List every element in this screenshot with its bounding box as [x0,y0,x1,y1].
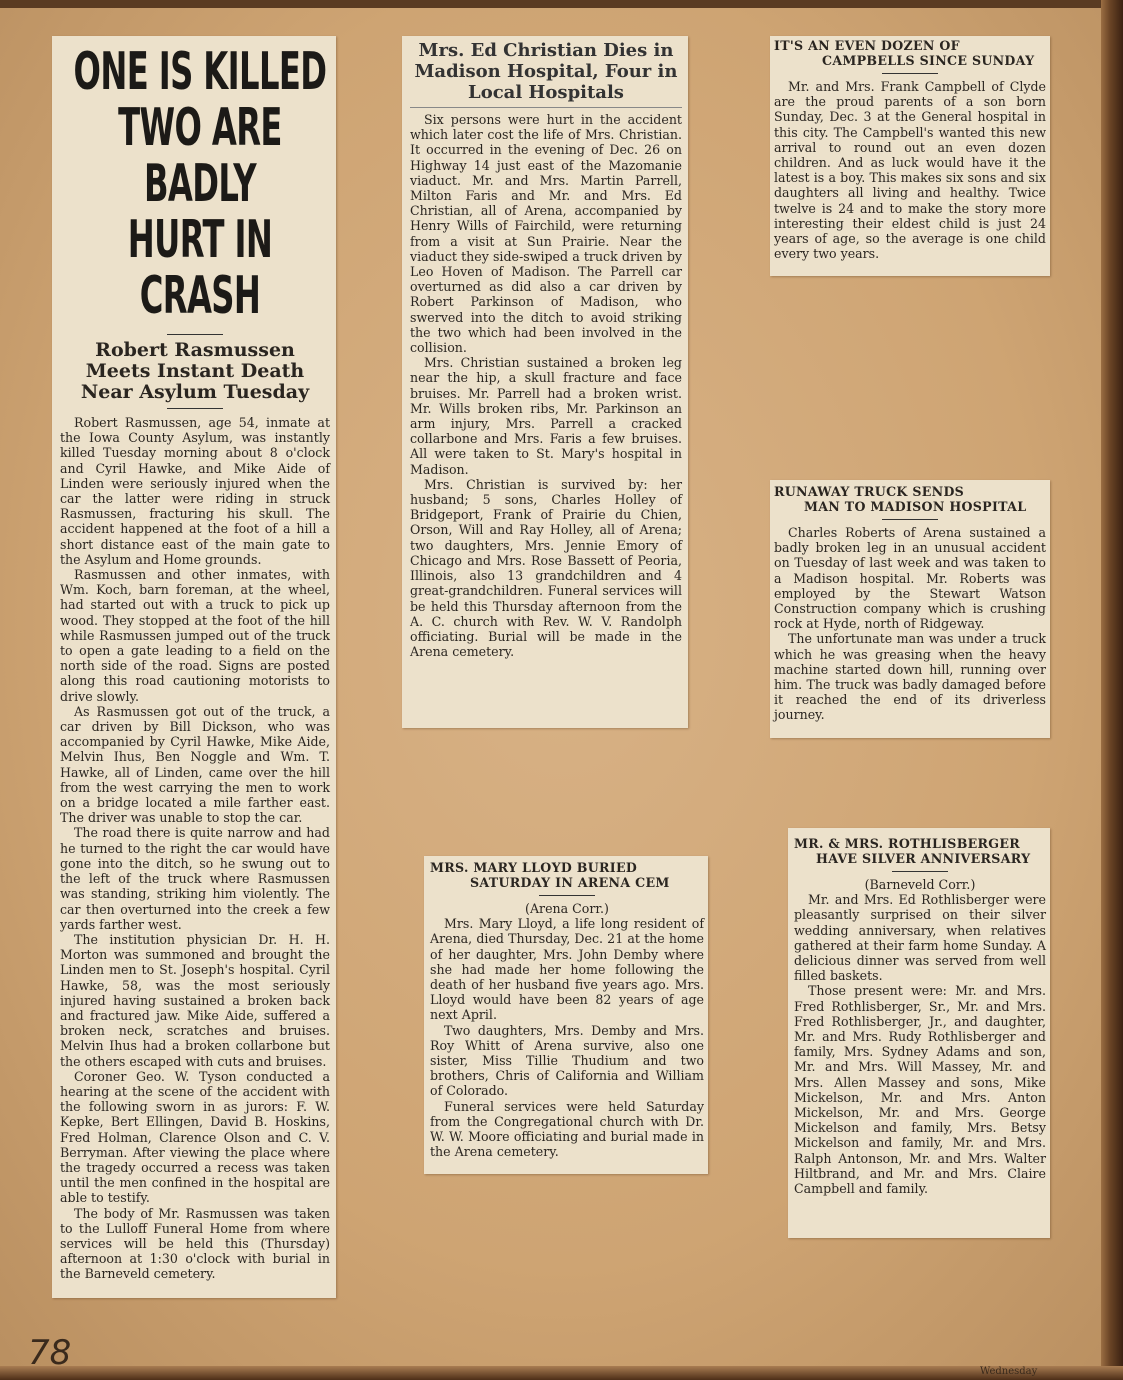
page-top-edge [0,0,1123,8]
page-number: 78 [28,1333,72,1373]
paragraph: Mrs. Christian is survived by: her husband; 5 sons, Charles Holley of Bridgeport, Frank of Prairie du Chien, Orson, Will and Ray Holley, all of Arena; two daughters, Mrs. Jennie Emory of Chicago and Mrs. Rose Bassett of Peoria, Illinois, also 13 grandchildren and 4 great-grandchildren. Funeral services will be held this Thursday afternoon from the A. C. church with Rev. W. V. Randolph officiating. Burial will be made in the Arena cemetery. [410,476,682,660]
paragraph: Mrs. Christian sustained a broken leg near the hip, a skull fracture and face bruises. Mr. Parrell had a broken wrist. Mr. Wills broken ribs, Mr. Parkinson an arm injury, Mrs. Parrell a cracked collarbone and Mrs. Faris a few bruises. All were taken to St. Mary's hospital in Madison. [410,355,682,477]
clipping-lloyd-article [424,856,708,1174]
page-bottom-edge [0,1366,1123,1380]
lloyd-headline-1: MRS. MARY LLOYD BURIED [430,860,638,875]
clipping-runaway-truck-article [770,480,1050,738]
christian-body [410,107,682,659]
paragraph: The unfortunate man was under a truck which he was greasing when the heavy machine started down hill, running over him. The truck was badly damaged before it reached the end of its driverless journey. [774,631,1046,723]
paragraph: The road there is quite narrow and had he turned to the right the car would have gone into the ditch, so he swung out to the left of the truck where Rasmussen was standing, striking him violently. The car then overturned into the creek a few yards farther west. [60,825,330,932]
rothlisberger-headline-2: HAVE SILVER ANNIVERSARY [816,851,1031,866]
divider-rule [167,334,223,335]
paragraph: Charles Roberts of Arena sustained a badly broken leg in an unusual accident on Tuesday of last week and was taken to a Madison hospital. Mr. Roberts was employed by the Stewart Watson Construction company which is crushing rock at Hyde, north of Ridgeway. [774,525,1046,632]
paragraph: Rasmussen and other inmates, with Wm. Koch, barn foreman, at the wheel, had started out with a truck to pick up wood. They stopped at the foot of the hill while Rasmussen jumped out of the truck to open a gate leading to a field on the north side of the road. Signs are posted along this road cautioning motorists to drive slowly. [60,567,330,704]
paragraph: The body of Mr. Rasmussen was taken to the Lulloff Funeral Home from where services will be held this (Thursday) afternoon at 1:30 o'clock with burial in the Barneveld cemetery. [60,1205,330,1282]
paragraph: Robert Rasmussen, age 54, inmate at the Iowa County Asylum, was instantly killed Tuesday morning about 8 o'clock and Cyril Hawke, and Mike Aide of Linden were seriously injured when the car the latter were riding in struck Rasmussen, fracturing his skull. The accident happened at the foot of a hill a short distance east of the main gate to the Asylum and Home grounds. [60,415,330,567]
clipping-christian-article [402,36,688,728]
campbell-headline-1: IT'S AN EVEN DOZEN OF [774,38,960,53]
paragraph: Coroner Geo. W. Tyson conducted a hearing at the scene of the accident with the following sworn in as jurors: F. W. Kepke, Bert Ellingen, David B. Hoskins, Fred Holman, Clarence Olson and C. V. Berryman. After viewing the place where the tragedy occurred a recess was taken until the men confined in the hospital are able to testify. [60,1068,330,1206]
paragraph: Two daughters, Mrs. Demby and Mrs. Roy Whitt of Arena survive, also one sister, Miss Tillie Thudium and two brothers, Chris of California and William of Colorado. [430,1022,704,1099]
campbell-headline-2: CAMPBELLS SINCE SUNDAY [822,53,1035,68]
paragraph: Funeral services were held Saturday from the Congregational church with Dr. W. W. Moore officiating and burial made in the Arena cemetery. [430,1098,704,1160]
paragraph: Mrs. Mary Lloyd, a life long resident of Arena, died Thursday, Dec. 21 at the home of her daughter, Mrs. John Demby where she had made her home following the death of her husband five years ago. Mrs. Lloyd would have been 82 years of age next April. [430,916,704,1023]
clipping-crash-article [52,36,336,1298]
truck-headline-2: MAN TO MADISON HOSPITAL [804,499,1027,514]
rothlisberger-correspondent: (Barneveld Corr.) [864,877,976,892]
paragraph: As Rasmussen got out of the truck, a car driven by Bill Dickson, who was accompanied by Cyril Hawke, Mike Aide, Melvin Ihus, Ben Noggle and Wm. T. Hawke, all of Linden, came over the hill from the west carrying the men to work on a bridge located a mile farther east. The driver was unable to stop the car. [60,703,330,826]
crash-body [60,415,330,1282]
bottom-scrap-text: Wednesday [980,1366,1038,1377]
paragraph: Six persons were hurt in the accident which later cost the life of Mrs. Christian. It occurred in the evening of Dec. 26 on Highway 14 just east of the Mazomanie viaduct. Mr. and Mrs. Martin Parrell, Milton Faris and Mr. and Mrs. Ed Christian, all of Arena, accompanied by Henry Wills of Fairchild, were returning from a visit at Sun Prairie. Near the viaduct they side-swiped a truck driven by Leo Hoven of Madison. The Parrell car overturned as did also a car driven by Robert Parkinson of Madison, who swerved into the ditch to avoid striking the two which had been involved in the collision. [410,112,682,356]
divider-rule [892,871,948,872]
christian-headline: Mrs. Ed Christian Dies in Madison Hospital, Four in Local Hospitals [414,40,678,103]
truck-headline-1: RUNAWAY TRUCK SENDS [774,484,965,499]
divider-rule [882,519,938,520]
paragraph: Mr. and Mrs. Frank Campbell of Clyde are the proud parents of a son born Sunday, Dec. 3 at the General hospital in this city. The Campbell's wanted this new arrival to round out an even dozen children. And as luck would have it the latest is a boy. This makes six sons and six daughters all living and healthy. Twice twelve is 24 and to make the story more interesting their eldest child is just 24 years of age, so the average is one child every two years. [774,79,1046,262]
divider-rule [539,895,595,896]
book-spine-edge [1101,0,1123,1380]
paragraph: Mr. and Mrs. Ed Rothlisberger were pleasantly surprised on their silver wedding anniversary, when relatives gathered at their farm home Sunday. A delicious dinner was served from well filled baskets. [794,892,1046,984]
lloyd-headline-2: SATURDAY IN ARENA CEM [470,875,670,890]
crash-subheadline: Robert Rasmussen Meets Instant Death Near Asylum Tuesday [80,339,310,403]
clipping-campbell-article [770,36,1050,276]
divider-rule [882,73,938,74]
paragraph: Those present were: Mr. and Mrs. Fred Rothlisberger, Sr., Mr. and Mrs. Fred Rothlisberger, Jr., and daughter, Mr. and Mrs. Rudy Rothlisberger and family, Mrs. Sydney Adams and son, Mr. and Mrs. Will Massey, Mr. and Mrs. Allen Massey and sons, Mike Mickelson, Mr. and Mrs. Anton Mickelson, Mr. and Mrs. George Mickelson and family, Mrs. Betsy Mickelson and family, Mr. and Mrs. Ralph Antonson, Mr. and Mrs. Walter Hiltbrand, and Mr. and Mrs. Claire Campbell and family. [794,983,1046,1197]
divider-rule [167,408,223,409]
lloyd-correspondent: (Arena Corr.) [525,901,609,916]
clipping-rothlisberger-article [788,828,1050,1238]
rothlisberger-headline-1: MR. & MRS. ROTHLISBERGER [794,836,1021,851]
paragraph: The institution physician Dr. H. H. Morton was summoned and brought the Linden men to St. Joseph's hospital. Cyril Hawke, 58, was the most seriously injured having sustained a broken back and fractured jaw. Mike Aide, suffered a broken neck, scratches and bruises. Melvin Ihus had a broken collarbone but the others escaped with cuts and bruises. [60,931,330,1069]
crash-headline: ONE IS KILLED TWO ARE BADLY HURT IN CRASH [73,42,327,326]
